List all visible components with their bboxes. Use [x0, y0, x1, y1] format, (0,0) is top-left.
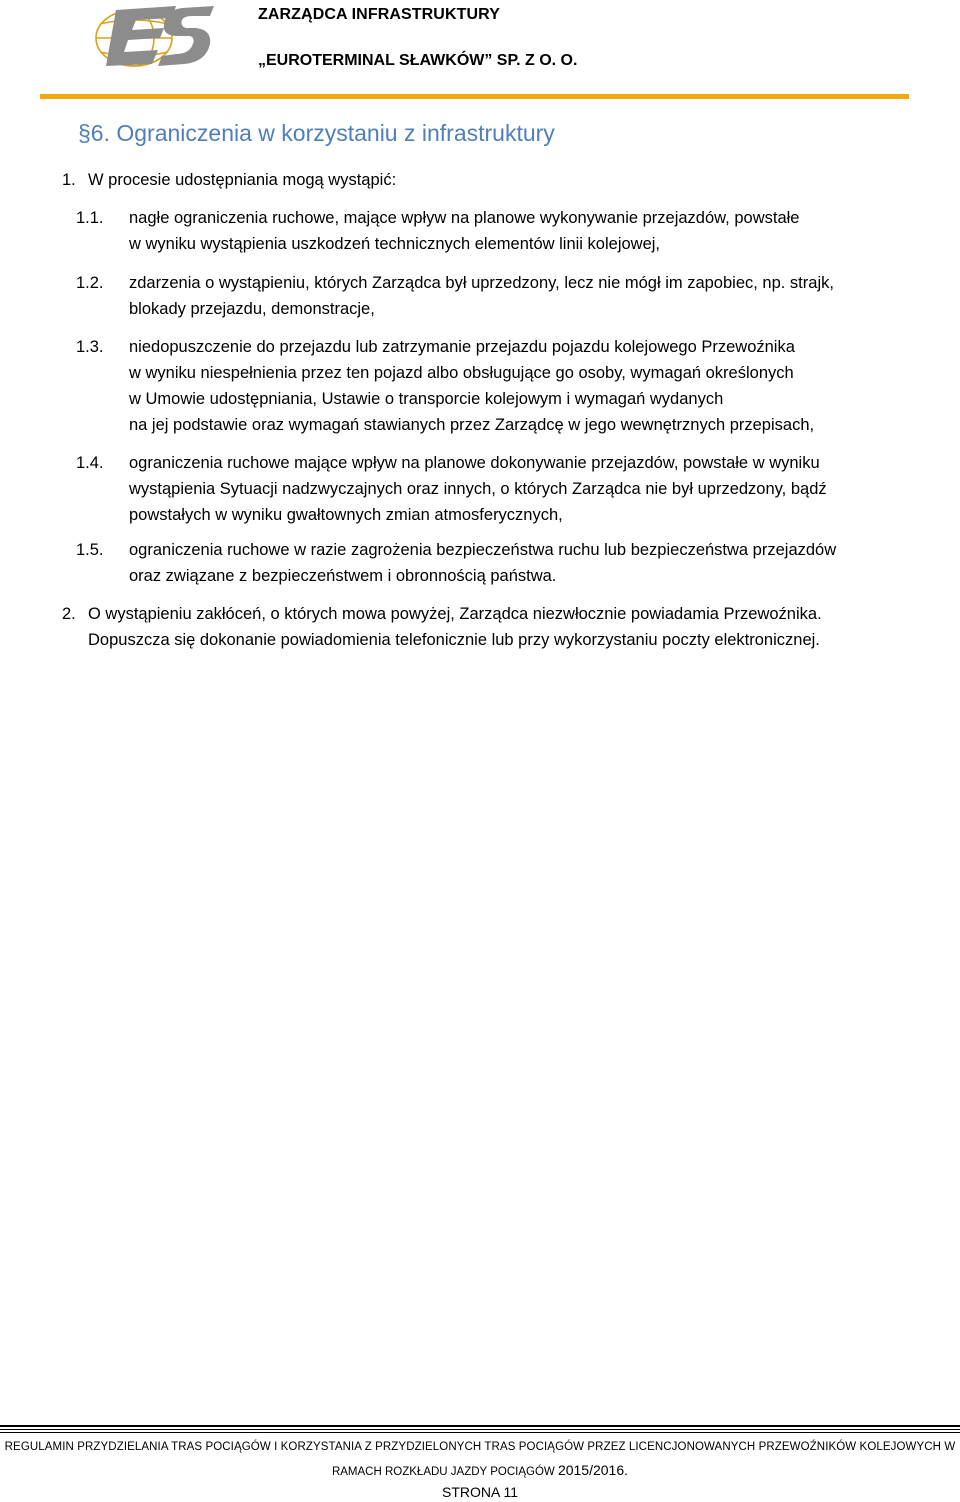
page-number: STRONA 11 [442, 1484, 518, 1500]
subitem-1-1-text [129, 205, 954, 257]
text-line: zdarzenia o wystąpieniu, których Zarządca był uprzedzony, lecz nie mógł im zapobiec, np. strajk, [129, 274, 834, 292]
text-line: na jej podstawie oraz wymagań stawianych przez Zarządcę w jego wewnętrznych przepisach, [129, 416, 815, 434]
item-2-text [88, 601, 954, 653]
text-line: wystąpienia Sytuacji nadzwyczajnych oraz innych, o których Zarządca nie był uprzedzony, bądź [129, 480, 827, 498]
item-1-number: 1. [62, 171, 76, 189]
text-line: w wyniku wystąpienia uszkodzeń technicznych elementów linii kolejowej, [129, 235, 661, 253]
text-line: O wystąpieniu zakłóceń, o których mowa powyżej, Zarządca niezwłocznie powiadamia Przewoźnika. [88, 605, 822, 623]
subitem-1-3-text [129, 334, 954, 438]
footer-year: 2015/2016. [557, 1462, 629, 1478]
text-line: ograniczenia ruchowe w razie zagrożenia bezpieczeństwa ruchu lub bezpieczeństwa przejazdów [129, 541, 837, 559]
footer-title-prefix: RAMACH ROZKŁADU JAZDY POCIĄGÓW [331, 1466, 555, 1478]
footer-rule [0, 1425, 960, 1427]
company-logo [86, 2, 218, 70]
text-line: nagłe ograniczenia ruchowe, mające wpływ na planowe wykonywanie przejazdów, powstałe [129, 209, 800, 227]
text-line: w wyniku niespełnienia przez ten pojazd albo obsługujące go osoby, wymagań określonych [129, 364, 794, 382]
footer-document-title-cont [0, 1462, 960, 1478]
section-title: §6. Ograniczenia w korzystaniu z infrastruktury [78, 120, 555, 146]
footer-document-title: REGULAMIN PRZYDZIELANIA TRAS POCIĄGÓW I KORZYSTANIA Z PRZYDZIELONYCH TRAS POCIĄGÓW PRZEZ LICENCJONOWANYCH PRZEWOŹNIKÓW KOLEJOWYCH W [4, 1441, 956, 1453]
subitem-1-5-text [129, 537, 954, 589]
item-2-number: 2. [62, 605, 76, 623]
subitem-1-3-number: 1.3. [76, 338, 104, 356]
header-company-subtitle: „EUROTERMINAL SŁAWKÓW” SP. Z O. O. [258, 52, 578, 69]
subitem-1-2-text [129, 270, 954, 322]
subitem-1-5-number: 1.5. [76, 541, 104, 559]
subitem-1-4-text [129, 450, 954, 528]
footer-rule [0, 1429, 960, 1430]
header-divider [40, 94, 909, 99]
text-line: niedopuszczenie do przejazdu lub zatrzymanie przejazdu pojazdu kolejowego Przewoźnika [129, 338, 795, 356]
text-line: Dopuszcza się dokonanie powiadomienia telefonicznie lub przy wykorzystaniu poczty elektronicznej. [88, 631, 820, 649]
header-company-name: ZARZĄDCA INFRASTRUKTURY [258, 6, 500, 23]
text-line: powstałych w wyniku gwałtownych zmian atmosferycznych, [129, 506, 563, 524]
text-line: ograniczenia ruchowe mające wpływ na planowe dokonywanie przejazdów, powstałe w wyniku [129, 454, 820, 472]
text-line: w Umowie udostępniania, Ustawie o transporcie kolejowym i wymagań wydanych [129, 390, 724, 408]
text-line: blokady przejazdu, demonstracje, [129, 300, 375, 318]
item-1-text: W procesie udostępniania mogą wystąpić: [88, 171, 397, 189]
subitem-1-2-number: 1.2. [76, 274, 104, 292]
subitem-1-4-number: 1.4. [76, 454, 104, 472]
footer-rule [0, 1432, 960, 1433]
subitem-1-1-number: 1.1. [76, 209, 104, 227]
text-line: oraz związane z bezpieczeństwem i obronnością państwa. [129, 567, 557, 585]
